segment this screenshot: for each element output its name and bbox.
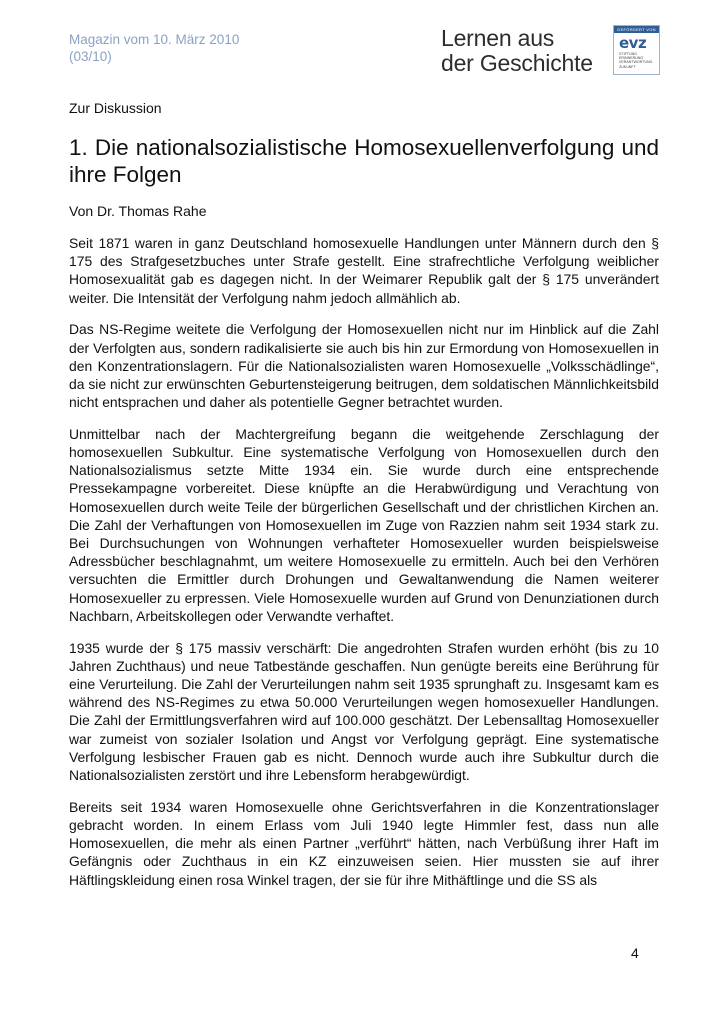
paragraph: Bereits seit 1934 waren Homosexuelle ohne Gerichtsverfahren in die Konzentrationslager gebracht worden. In einem Erlass vom Juli 1940 legte Himmler fest, dass nun alle Homosexuellen, die mehr als einen Partner „verführt“ hätten, nach Verbüßung ihrer Haft im Gefängnis oder Zuchthaus in ein KZ einzuweisen seien. Hier mussten sie auf ihrer Häftlingskleidung einen rosa Winkel tragen, der sie für ihre Mithäftlinge und die SS als (69, 798, 659, 888)
magazine-date: Magazin vom 10. März 2010 (69, 32, 240, 47)
evz-foundation-logo: GEFÖRDERT VON evz STIFTUNG ERINNERUNG VERANTWORTUNG ZUKUNFT (613, 25, 660, 75)
article-body (69, 234, 659, 902)
paragraph: Das NS-Regime weitete die Verfolgung der Homosexuellen nicht nur im Hinblick auf die Zahl der Verfolgten aus, sondern radikalisierte sie auch bis hin zur Ermordung von Homosexuellen in den Konzentrationslagern. Für die Nationalsozialisten waren Homosexuelle „Volksschädlinge“, da sie nicht zur erwünschten Geburtensteigerung beitrugen, dem soldatischen Männlichkeitsbild nicht entsprachen und daher als potentielle Gegner betrachtet wurden. (69, 321, 659, 411)
magazine-header (69, 31, 239, 65)
magazine-issue: (03/10) (69, 49, 112, 64)
article-author: Von Dr. Thomas Rahe (69, 203, 207, 219)
paragraph: Unmittelbar nach der Machtergreifung begann die weitgehende Zerschlagung der homosexuellen Subkultur. Eine systematische Verfolgung von Homosexuellen durch den Nationalsozialismus setzte Mitte 1934 ein. Sie wurde durch eine entsprechende Pressekampagne vorbereitet. Diese knüpfte an die Herabwürdigung und Verachtung von Homosexuellen durch weite Teile der bürgerlichen Gesellschaft und der christlichen Kirchen an. Die Zahl der Verhaftungen von Homosexuellen im Zuge von Razzien nahm seit 1934 stark zu. Bei Durchsuchungen von Wohnungen verhafteter Homosexueller wurden beispielsweise Adressbücher beschlagnahmt, um weitere Homosexuelle zu ermitteln. Auch bei den Verhören versuchten die Ermittler durch Drohungen und Gewaltanwendung die Namen weiterer Homosexueller zu erpressen. Viele Homosexuelle wurden auf Grund von Denunziationen durch Nachbarn, Arbeitskollegen oder Verwandte verhaftet. (69, 425, 659, 624)
section-label: Zur Diskussion (69, 100, 162, 116)
page-number: 4 (631, 945, 639, 961)
paragraph: Seit 1871 waren in ganz Deutschland homosexuelle Handlungen unter Männern durch den § 175 des Strafgesetzbuches unter Strafe gestellt. Eine strafrechtliche Verfolgung weiblicher Homosexualität gab es dagegen nicht. In der Weimarer Republik galt der § 175 unverändert weiter. Die Intensität der Verfolgung nahm jedoch allmählich ab. (69, 235, 659, 306)
paragraph: 1935 wurde der § 175 massiv verschärft: Die angedrohten Strafen wurden erhöht (bis zu 10 Jahren Zuchthaus) und neue Tatbestände geschaffen. Nun genügte bereits eine Berührung für eine Verurteilung. Die Zahl der Verurteilungen nahm seit 1935 sprunghaft zu. Insgesamt kam es während des NS-Regimes zu etwa 50.000 Verurteilungen wegen homosexueller Handlungen. Die Zahl der Ermittlungsverfahren wird auf 100.000 geschätzt. Der Lebensalltag Homosexueller war zumeist von sozialer Isolation und Angst vor Verfolgung geprägt. Eine systematische Verfolgung lesbischer Frauen gab es nicht. Dennoch wurde auch ihre Subkultur durch die Nationalsozialisten zerstört und ihre Lebensform herabgewürdigt. (69, 639, 659, 783)
article-title: 1. Die nationalsozialistische Homosexuellenverfolgung und ihre Folgen (69, 135, 659, 187)
lernen-aus-der-geschichte-logo: Lernen aus der Geschichte (441, 25, 593, 76)
